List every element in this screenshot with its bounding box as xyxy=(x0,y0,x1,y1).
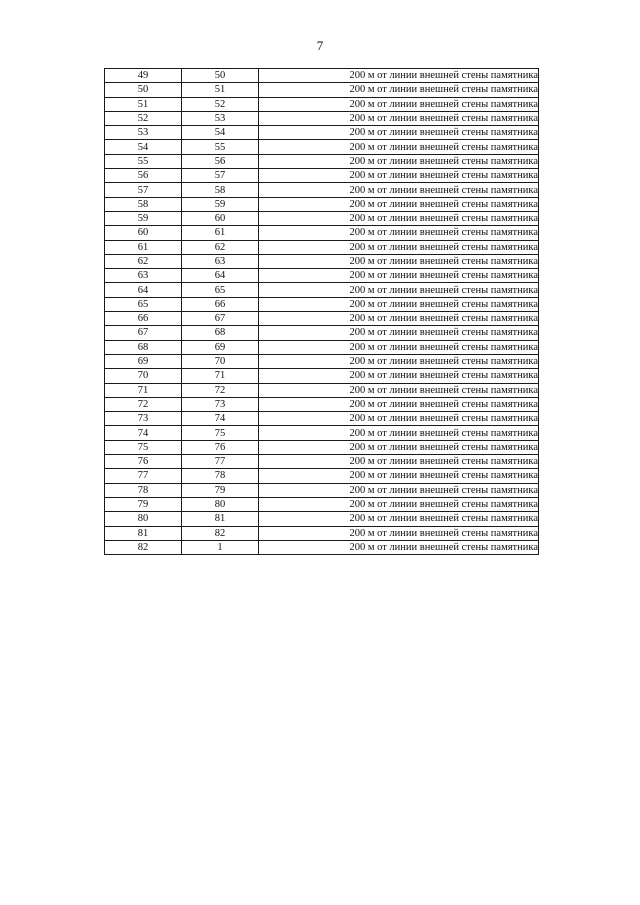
to-point-cell: 80 xyxy=(182,497,259,511)
table-row xyxy=(105,69,539,83)
from-point-cell: 67 xyxy=(105,326,182,340)
from-point-cell: 65 xyxy=(105,297,182,311)
from-point-cell: 61 xyxy=(105,240,182,254)
to-point-cell: 58 xyxy=(182,183,259,197)
to-point-cell: 64 xyxy=(182,269,259,283)
from-point-cell: 50 xyxy=(105,83,182,97)
from-point-cell: 68 xyxy=(105,340,182,354)
table-row xyxy=(105,183,539,197)
to-point-cell: 73 xyxy=(182,397,259,411)
table-row xyxy=(105,154,539,168)
table-row xyxy=(105,354,539,368)
from-point-cell: 77 xyxy=(105,469,182,483)
from-point-cell: 51 xyxy=(105,97,182,111)
table-row xyxy=(105,383,539,397)
from-point-cell: 54 xyxy=(105,140,182,154)
from-point-cell: 69 xyxy=(105,354,182,368)
table-row xyxy=(105,126,539,140)
from-point-cell: 62 xyxy=(105,254,182,268)
to-point-cell: 78 xyxy=(182,469,259,483)
distance-description-cell: 200 м от линии внешней стены памятника xyxy=(259,111,539,125)
distance-description-cell: 200 м от линии внешней стены памятника xyxy=(259,426,539,440)
distance-description-cell: 200 м от линии внешней стены памятника xyxy=(259,383,539,397)
to-point-cell: 77 xyxy=(182,455,259,469)
distance-description-cell: 200 м от линии внешней стены памятника xyxy=(259,269,539,283)
table-row xyxy=(105,169,539,183)
from-point-cell: 52 xyxy=(105,111,182,125)
to-point-cell: 61 xyxy=(182,226,259,240)
distance-description-cell: 200 м от линии внешней стены памятника xyxy=(259,369,539,383)
from-point-cell: 75 xyxy=(105,440,182,454)
from-point-cell: 76 xyxy=(105,455,182,469)
from-point-cell: 82 xyxy=(105,540,182,554)
table-row xyxy=(105,526,539,540)
table-row xyxy=(105,211,539,225)
from-point-cell: 81 xyxy=(105,526,182,540)
to-point-cell: 65 xyxy=(182,283,259,297)
distance-description-cell: 200 м от линии внешней стены памятника xyxy=(259,169,539,183)
table-row xyxy=(105,83,539,97)
to-point-cell: 56 xyxy=(182,154,259,168)
from-point-cell: 63 xyxy=(105,269,182,283)
distance-description-cell: 200 м от линии внешней стены памятника xyxy=(259,240,539,254)
to-point-cell: 71 xyxy=(182,369,259,383)
from-point-cell: 66 xyxy=(105,312,182,326)
table-row xyxy=(105,483,539,497)
table-row xyxy=(105,197,539,211)
to-point-cell: 59 xyxy=(182,197,259,211)
table-row xyxy=(105,540,539,554)
page-number: 7 xyxy=(316,38,324,53)
table-row xyxy=(105,412,539,426)
from-point-cell: 74 xyxy=(105,426,182,440)
distance-description-cell: 200 м от линии внешней стены памятника xyxy=(259,483,539,497)
to-point-cell: 76 xyxy=(182,440,259,454)
to-point-cell: 50 xyxy=(182,69,259,83)
to-point-cell: 63 xyxy=(182,254,259,268)
distance-description-cell: 200 м от линии внешней стены памятника xyxy=(259,97,539,111)
to-point-cell: 68 xyxy=(182,326,259,340)
to-point-cell: 66 xyxy=(182,297,259,311)
table-body xyxy=(105,69,539,555)
distance-description-cell: 200 м от линии внешней стены памятника xyxy=(259,469,539,483)
distance-description-cell: 200 м от линии внешней стены памятника xyxy=(259,297,539,311)
distance-description-cell: 200 м от линии внешней стены памятника xyxy=(259,83,539,97)
table-row xyxy=(105,111,539,125)
to-point-cell: 1 xyxy=(182,540,259,554)
distance-description-cell: 200 м от линии внешней стены памятника xyxy=(259,154,539,168)
distance-description-cell: 200 м от линии внешней стены памятника xyxy=(259,197,539,211)
to-point-cell: 72 xyxy=(182,383,259,397)
from-point-cell: 57 xyxy=(105,183,182,197)
from-point-cell: 59 xyxy=(105,211,182,225)
from-point-cell: 53 xyxy=(105,126,182,140)
from-point-cell: 78 xyxy=(105,483,182,497)
table-row xyxy=(105,369,539,383)
to-point-cell: 53 xyxy=(182,111,259,125)
distance-description-cell: 200 м от линии внешней стены памятника xyxy=(259,354,539,368)
distance-description-cell: 200 м от линии внешней стены памятника xyxy=(259,312,539,326)
to-point-cell: 52 xyxy=(182,97,259,111)
distance-description-cell: 200 м от линии внешней стены памятника xyxy=(259,69,539,83)
distance-description-cell: 200 м от линии внешней стены памятника xyxy=(259,512,539,526)
distance-description-cell: 200 м от линии внешней стены памятника xyxy=(259,140,539,154)
to-point-cell: 57 xyxy=(182,169,259,183)
from-point-cell: 60 xyxy=(105,226,182,240)
distance-description-cell: 200 м от линии внешней стены памятника xyxy=(259,455,539,469)
from-point-cell: 64 xyxy=(105,283,182,297)
from-point-cell: 72 xyxy=(105,397,182,411)
table-row xyxy=(105,326,539,340)
from-point-cell: 79 xyxy=(105,497,182,511)
distance-description-cell: 200 м от линии внешней стены памятника xyxy=(259,440,539,454)
distance-description-cell: 200 м от линии внешней стены памятника xyxy=(259,326,539,340)
table-row xyxy=(105,512,539,526)
distance-description-cell: 200 м от линии внешней стены памятника xyxy=(259,526,539,540)
table-row xyxy=(105,240,539,254)
table-row xyxy=(105,283,539,297)
distance-description-cell: 200 м от линии внешней стены памятника xyxy=(259,211,539,225)
distance-description-cell: 200 м от линии внешней стены памятника xyxy=(259,497,539,511)
table-row xyxy=(105,497,539,511)
distance-description-cell: 200 м от линии внешней стены памятника xyxy=(259,126,539,140)
distance-description-cell: 200 м от линии внешней стены памятника xyxy=(259,340,539,354)
distance-description-cell: 200 м от линии внешней стены памятника xyxy=(259,283,539,297)
table-row xyxy=(105,254,539,268)
from-point-cell: 73 xyxy=(105,412,182,426)
to-point-cell: 62 xyxy=(182,240,259,254)
table-row xyxy=(105,226,539,240)
from-point-cell: 49 xyxy=(105,69,182,83)
distance-description-cell: 200 м от линии внешней стены памятника xyxy=(259,183,539,197)
to-point-cell: 81 xyxy=(182,512,259,526)
distance-description-cell: 200 м от линии внешней стены памятника xyxy=(259,540,539,554)
distance-description-cell: 200 м от линии внешней стены памятника xyxy=(259,397,539,411)
to-point-cell: 82 xyxy=(182,526,259,540)
to-point-cell: 74 xyxy=(182,412,259,426)
to-point-cell: 67 xyxy=(182,312,259,326)
to-point-cell: 51 xyxy=(182,83,259,97)
from-point-cell: 56 xyxy=(105,169,182,183)
table-row xyxy=(105,297,539,311)
boundary-points-table xyxy=(104,68,539,555)
table-row xyxy=(105,469,539,483)
distance-description-cell: 200 м от линии внешней стены памятника xyxy=(259,254,539,268)
table-row xyxy=(105,97,539,111)
table-row xyxy=(105,312,539,326)
from-point-cell: 71 xyxy=(105,383,182,397)
distance-description-cell: 200 м от линии внешней стены памятника xyxy=(259,412,539,426)
distance-description-cell: 200 м от линии внешней стены памятника xyxy=(259,226,539,240)
table-row xyxy=(105,440,539,454)
from-point-cell: 55 xyxy=(105,154,182,168)
to-point-cell: 54 xyxy=(182,126,259,140)
to-point-cell: 70 xyxy=(182,354,259,368)
from-point-cell: 58 xyxy=(105,197,182,211)
from-point-cell: 80 xyxy=(105,512,182,526)
to-point-cell: 55 xyxy=(182,140,259,154)
to-point-cell: 60 xyxy=(182,211,259,225)
to-point-cell: 75 xyxy=(182,426,259,440)
to-point-cell: 79 xyxy=(182,483,259,497)
from-point-cell: 70 xyxy=(105,369,182,383)
table-row xyxy=(105,269,539,283)
table-row xyxy=(105,426,539,440)
table-row xyxy=(105,397,539,411)
table-row xyxy=(105,455,539,469)
table-row xyxy=(105,140,539,154)
to-point-cell: 69 xyxy=(182,340,259,354)
table-row xyxy=(105,340,539,354)
